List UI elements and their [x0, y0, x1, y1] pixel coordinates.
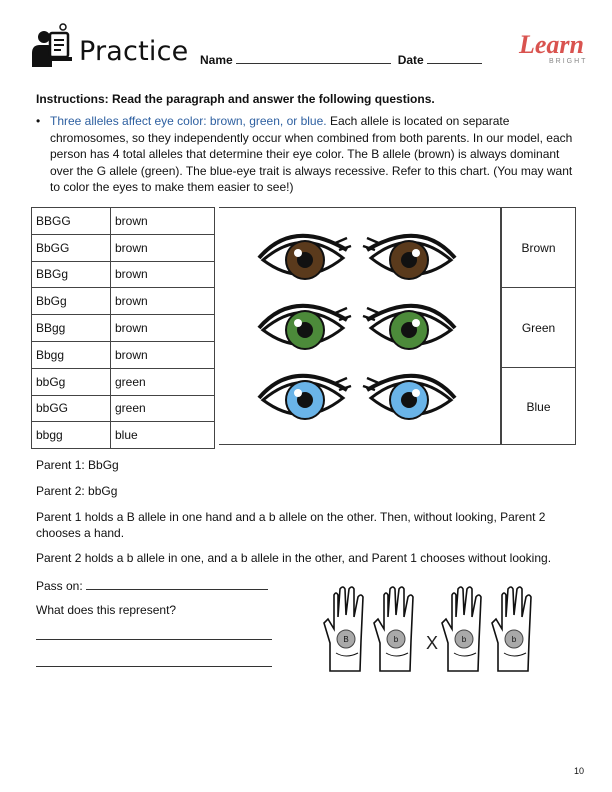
- page-title: Practice: [79, 36, 189, 67]
- table-row: [32, 288, 215, 315]
- pass-on-row: [36, 578, 268, 593]
- genotype-cell: bbGg: [32, 368, 111, 395]
- table-row: [32, 341, 215, 368]
- instructions: Instructions: Read the paragraph and answer the following questions.: [36, 92, 435, 106]
- paragraph-parent1: Parent 1 holds a B allele in one hand and a b allele on the other. Then, without looking, Parent 2 chooses a hand.: [36, 510, 546, 540]
- allele-label: b: [511, 635, 517, 644]
- phenotype-cell: brown: [111, 341, 215, 368]
- hand-icon: [374, 587, 413, 671]
- table-row: [32, 368, 215, 395]
- bullet-intro: Three alleles affect eye color: brown, green, or blue.: [50, 114, 327, 128]
- eye-icon: [363, 236, 455, 279]
- eye-color-green: Green: [502, 288, 575, 368]
- phenotype-cell: brown: [111, 288, 215, 315]
- pass-on-label: Pass on:: [36, 579, 83, 593]
- eye-icon: [363, 376, 455, 419]
- genotype-table: [31, 207, 215, 449]
- eye-color-blue: Blue: [526, 399, 551, 414]
- parent2: Parent 2: bbGg: [36, 484, 118, 498]
- eye-icon: [259, 376, 351, 419]
- hands-illustration: [318, 583, 548, 675]
- bullet-paragraph: [36, 113, 578, 196]
- table-row: [32, 422, 215, 449]
- name-label: Name: [200, 53, 233, 67]
- table-row: [32, 261, 215, 288]
- parent1: Parent 1: BbGg: [36, 458, 119, 472]
- phenotype-cell: brown: [111, 261, 215, 288]
- phenotype-cell: green: [111, 395, 215, 422]
- phenotype-cell: green: [111, 368, 215, 395]
- hand-icon: [324, 587, 363, 671]
- allele-label: b: [393, 635, 399, 644]
- genotype-cell: BbGG: [32, 234, 111, 261]
- cross-sign: X: [425, 633, 439, 653]
- table-row: [32, 315, 215, 342]
- date-label: Date: [397, 53, 424, 67]
- genotype-cell: BBgg: [32, 315, 111, 342]
- hand-icon: [442, 587, 481, 671]
- logo-learn: Learn: [519, 30, 584, 59]
- answer-line-1[interactable]: [36, 639, 272, 640]
- eye-illustration: [219, 207, 501, 445]
- answer-line-2[interactable]: [36, 666, 272, 667]
- phenotype-cell: brown: [111, 315, 215, 342]
- table-row: [32, 234, 215, 261]
- practice-person-icon: [30, 23, 74, 69]
- table-row: [32, 395, 215, 422]
- table-row: [32, 208, 215, 235]
- eye-icon: [259, 236, 351, 279]
- logo-bright: BRIGHT: [549, 58, 588, 65]
- genotype-cell: bbGG: [32, 395, 111, 422]
- genotype-cell: BBGG: [32, 208, 111, 235]
- page-number: 10: [574, 766, 585, 776]
- date-blank[interactable]: [427, 52, 482, 64]
- eyes-svg: [219, 208, 501, 446]
- phenotype-cell: blue: [111, 422, 215, 449]
- bullet-dot: •: [36, 114, 41, 128]
- eye-icon: [363, 306, 455, 349]
- name-date-line: [200, 52, 482, 67]
- genotype-cell: bbgg: [32, 422, 111, 449]
- eye-color-column: [501, 207, 576, 445]
- hand-icon: [492, 587, 531, 671]
- allele-label: b: [461, 635, 467, 644]
- name-blank[interactable]: [236, 52, 391, 64]
- eye-color-brown: Brown: [502, 208, 575, 288]
- paragraph-parent2: Parent 2 holds a b allele in one, and a b allele in the other, and Parent 1 chooses without looking.: [36, 551, 552, 565]
- bullet-rest: Each allele is located on separate chromosomes, so they independently occur when combined from both parents. In our model, each person has 4 total alleles that determine their eye color. The B allele (brown) is always dominant over the G allele (green). The blue-eye trait is always recessive. Refer to this chart. (You may want to color the eyes to make them easier to see!): [50, 114, 573, 194]
- allele-label: B: [343, 635, 349, 644]
- genotype-cell: BbGg: [32, 288, 111, 315]
- eye-icon: [259, 306, 351, 349]
- pass-on-blank[interactable]: [86, 578, 268, 590]
- question: What does this represent?: [36, 603, 177, 617]
- phenotype-cell: brown: [111, 208, 215, 235]
- genotype-cell: Bbgg: [32, 341, 111, 368]
- phenotype-cell: brown: [111, 234, 215, 261]
- genotype-cell: BBGg: [32, 261, 111, 288]
